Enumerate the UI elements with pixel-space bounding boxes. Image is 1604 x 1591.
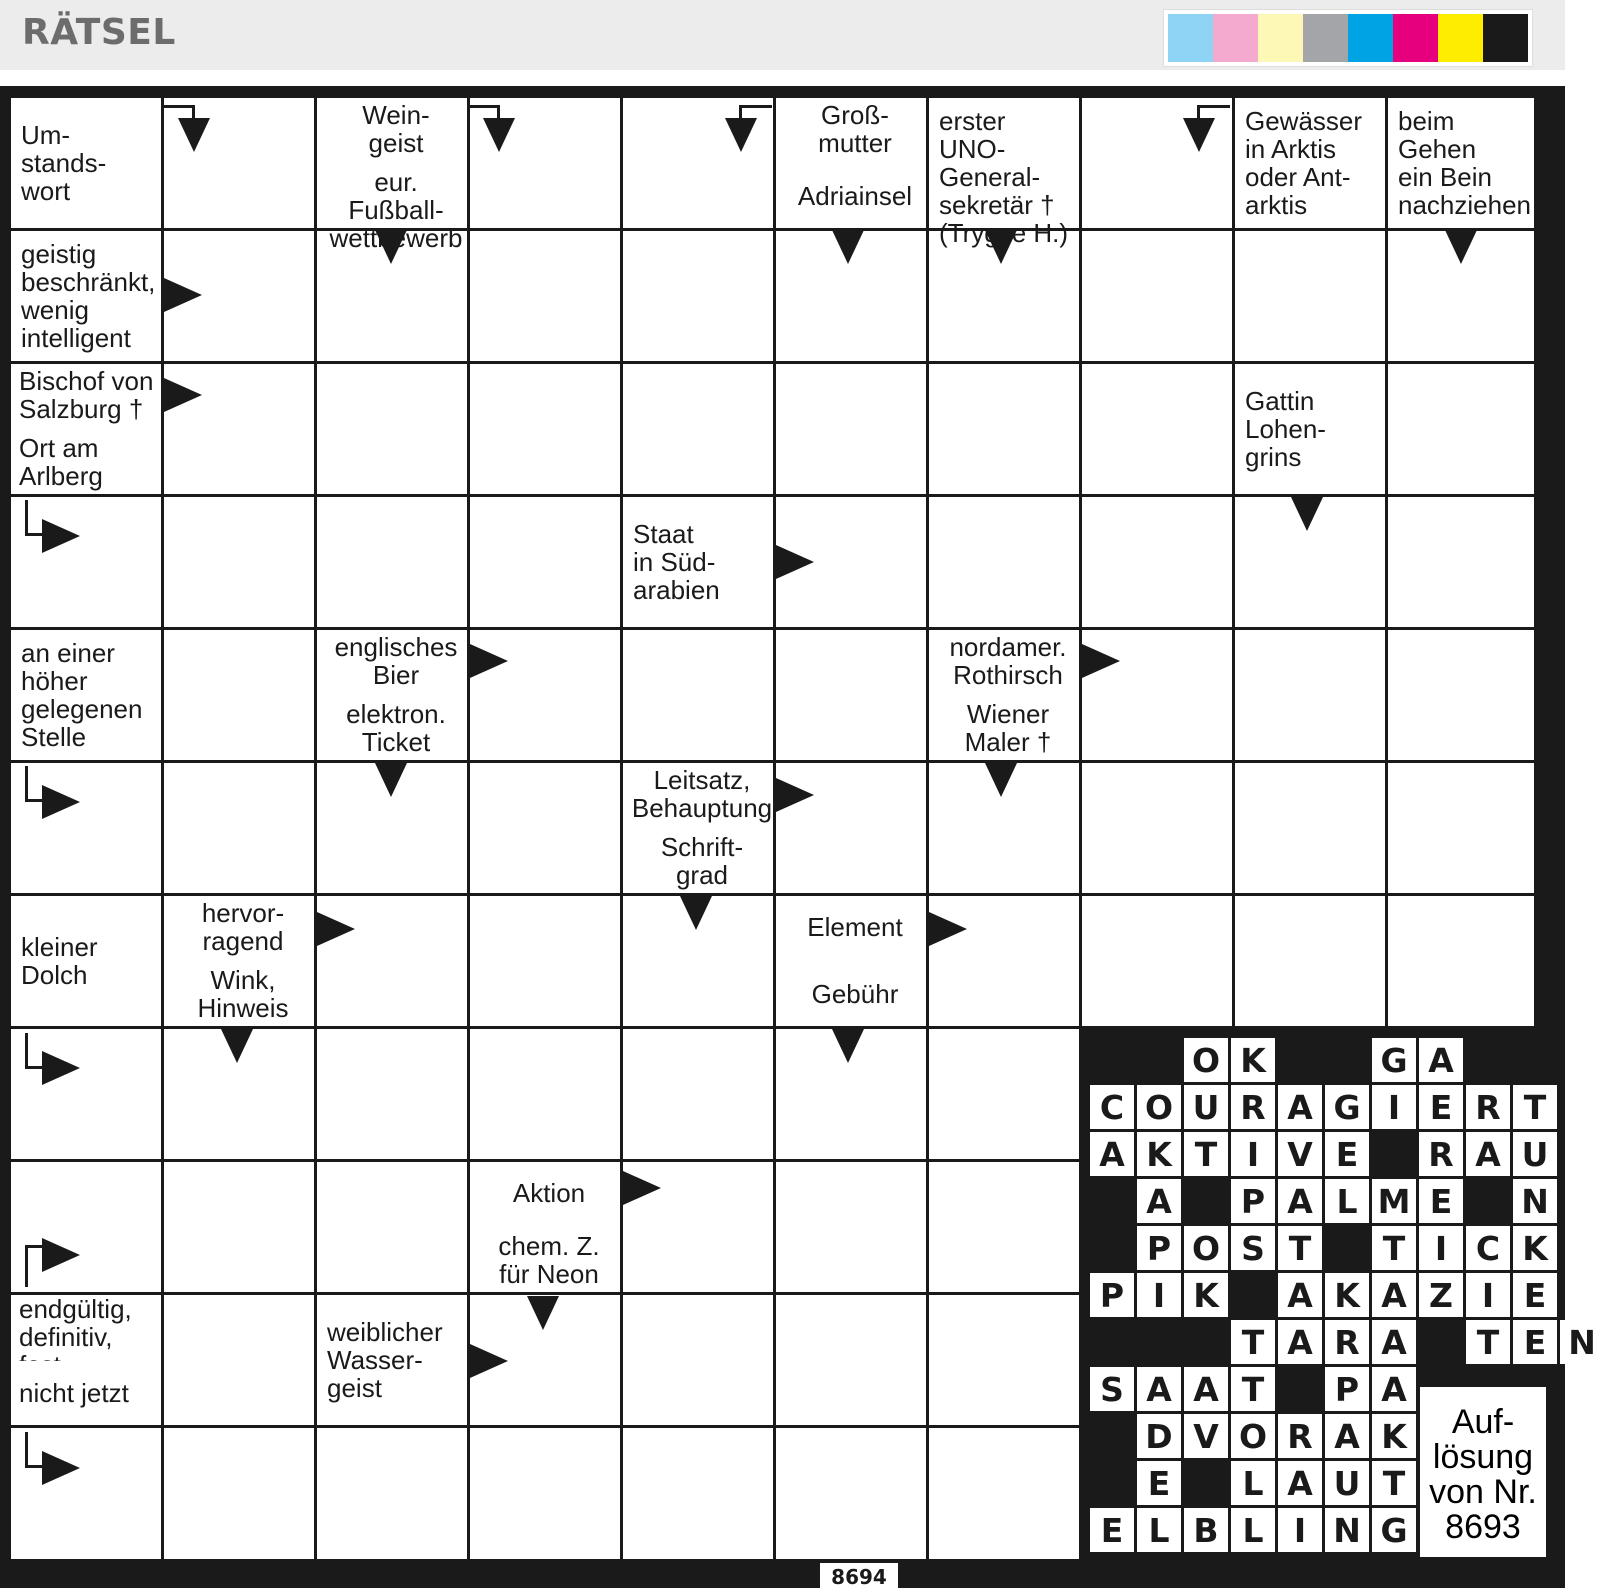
- grid-cell[interactable]: [1082, 231, 1232, 361]
- grid-cell[interactable]: [623, 1029, 773, 1159]
- arrow-tail: [1200, 105, 1230, 108]
- solution-letter: A: [1278, 1320, 1322, 1364]
- clue-text: Um- stands- wort: [11, 98, 161, 228]
- solution-letter: I: [1466, 1273, 1510, 1317]
- grid-cell[interactable]: [11, 1428, 161, 1559]
- arrow-tail: [25, 1245, 28, 1287]
- clue-text: Wein- geist: [317, 98, 467, 161]
- solution-letter: K: [1184, 1273, 1228, 1317]
- solution-letter: T: [1513, 1085, 1557, 1129]
- solution-letter: A: [1137, 1367, 1181, 1411]
- clue-text: Groß- mutter: [776, 98, 926, 161]
- solution-letter: L: [1231, 1508, 1275, 1552]
- down-arrow-icon: [527, 1296, 559, 1330]
- grid-cell[interactable]: [1235, 630, 1385, 760]
- puzzle-number: 8694: [820, 1563, 898, 1588]
- clue-text: beim Gehen ein Bein nachziehen: [1388, 98, 1534, 228]
- clue-text: Aktion: [470, 1162, 620, 1225]
- grid-cell[interactable]: [11, 497, 161, 627]
- solution-letter: R: [1325, 1320, 1369, 1364]
- solution-letter: A: [1278, 1179, 1322, 1223]
- right-arrow-icon: [42, 1051, 80, 1085]
- clue-text: Schrift- grad: [623, 829, 773, 893]
- solution-letter: A: [1278, 1273, 1322, 1317]
- clue-text: Ort am Arlberg: [11, 430, 161, 494]
- solution-letter: O: [1184, 1226, 1228, 1270]
- solution-letter: A: [1419, 1038, 1463, 1082]
- solution-letter: A: [1466, 1132, 1510, 1176]
- right-arrow-icon: [164, 278, 202, 312]
- solution-letter: I: [1372, 1085, 1416, 1129]
- down-arrow-icon: [1445, 230, 1477, 264]
- solution-letter: A: [1278, 1085, 1322, 1129]
- solution-letter: E: [1325, 1132, 1369, 1176]
- clue-text: Wink, Hinweis: [164, 962, 314, 1026]
- solution-letter: L: [1137, 1508, 1181, 1552]
- grid-cell[interactable]: [1082, 763, 1232, 893]
- solution-letter: E: [1419, 1085, 1463, 1129]
- solution-letter: A: [1278, 1461, 1322, 1505]
- solution-letter: Z: [1419, 1273, 1463, 1317]
- solution-letter: N: [1513, 1179, 1557, 1223]
- solution-letter: T: [1466, 1320, 1510, 1364]
- solution-letter: T: [1231, 1367, 1275, 1411]
- solution-letter: U: [1184, 1085, 1228, 1129]
- clue-text: Wiener Maler †: [929, 696, 1079, 760]
- grid-cell[interactable]: [929, 1162, 1079, 1292]
- grid-cell[interactable]: [317, 1428, 467, 1559]
- down-arrow-icon: [985, 763, 1017, 797]
- solution-letter: A: [1090, 1132, 1134, 1176]
- color-swatch: [1483, 14, 1528, 62]
- grid-cell[interactable]: [623, 231, 773, 361]
- clue-text: eur. Fußball- wettbewerb: [317, 164, 467, 228]
- arrow-tail: [25, 799, 43, 802]
- grid-cell[interactable]: [1082, 896, 1232, 1026]
- down-arrow-icon: [1291, 497, 1323, 531]
- arrow-tail: [1197, 105, 1200, 125]
- solution-letter: D: [1137, 1414, 1181, 1458]
- solution-letter: K: [1372, 1414, 1416, 1458]
- clue-text: geistig beschränkt, wenig intelligent: [11, 231, 161, 361]
- down-arrow-icon: [985, 230, 1017, 264]
- solution-letter: L: [1231, 1461, 1275, 1505]
- solution-letter: G: [1372, 1038, 1416, 1082]
- down-arrow-icon: [375, 763, 407, 797]
- right-arrow-icon: [929, 912, 967, 946]
- grid-cell[interactable]: [470, 1428, 620, 1559]
- down-arrow-icon: [832, 230, 864, 264]
- clue-text: erster UNO- General- sekretär † (Trygve H.): [929, 98, 1079, 228]
- grid-cell[interactable]: [623, 630, 773, 760]
- right-arrow-icon: [42, 1451, 80, 1485]
- right-arrow-icon: [42, 785, 80, 819]
- grid-cell[interactable]: [1388, 497, 1534, 627]
- grid-cell[interactable]: [929, 364, 1079, 494]
- solution-letter: R: [1419, 1132, 1463, 1176]
- grid-cell[interactable]: [470, 896, 620, 1026]
- solution-letter: R: [1466, 1085, 1510, 1129]
- down-arrow-icon: [832, 1029, 864, 1063]
- down-arrow-icon: [680, 896, 712, 930]
- solution-letter: K: [1137, 1132, 1181, 1176]
- solution-letter: T: [1372, 1461, 1416, 1505]
- solution-letter: P: [1325, 1367, 1369, 1411]
- solution-letter: C: [1466, 1226, 1510, 1270]
- crossword-grid: [0, 86, 1596, 1588]
- arrow-tail: [497, 105, 500, 125]
- clue-text: chem. Z. für Neon: [470, 1228, 620, 1292]
- clue-text: kleiner Dolch: [11, 896, 161, 1026]
- clue-text: englisches Bier: [317, 630, 467, 693]
- solution-letter: V: [1278, 1132, 1322, 1176]
- solution-letter: O: [1137, 1085, 1181, 1129]
- solution-letter: S: [1090, 1367, 1134, 1411]
- solution-letter: U: [1513, 1132, 1557, 1176]
- solution-letter: E: [1513, 1273, 1557, 1317]
- clue-text: an einer höher gelegenen Stelle: [11, 630, 161, 760]
- right-arrow-icon: [42, 1238, 80, 1272]
- grid-cell[interactable]: [623, 364, 773, 494]
- color-swatch: [1348, 14, 1393, 62]
- down-arrow-icon: [375, 230, 407, 264]
- down-arrow-icon: [221, 1029, 253, 1063]
- solution-letter: T: [1278, 1226, 1322, 1270]
- grid-cell[interactable]: [11, 1029, 161, 1159]
- grid-cell[interactable]: [164, 1162, 314, 1292]
- solution-letter: G: [1372, 1508, 1416, 1552]
- clue-text: hervor- ragend: [164, 896, 314, 959]
- arrow-tail: [25, 1432, 28, 1468]
- grid-cell[interactable]: [776, 1295, 926, 1425]
- arrow-tail: [25, 500, 28, 536]
- solution-letter: N: [1560, 1320, 1604, 1364]
- right-arrow-icon: [470, 644, 508, 678]
- grid-cell[interactable]: [1388, 896, 1534, 1026]
- color-swatch: [1258, 14, 1303, 62]
- header-bar: [0, 0, 1565, 70]
- solution-letter: I: [1137, 1273, 1181, 1317]
- solution-letter: A: [1325, 1414, 1369, 1458]
- grid-cell[interactable]: [1388, 763, 1534, 893]
- solution-letter: O: [1231, 1414, 1275, 1458]
- grid-cell[interactable]: [929, 497, 1079, 627]
- grid-cell[interactable]: [470, 763, 620, 893]
- arrow-tail: [25, 766, 28, 802]
- arrow-tail: [25, 1033, 28, 1069]
- solution-letter: K: [1325, 1273, 1369, 1317]
- solution-letter: T: [1372, 1226, 1416, 1270]
- grid-cell[interactable]: [317, 364, 467, 494]
- arrow-tail: [164, 105, 194, 108]
- clue-text: Gebühr: [776, 962, 926, 1026]
- solution-letter: A: [1372, 1367, 1416, 1411]
- solution-letter: N: [1325, 1508, 1369, 1552]
- clue-text: weiblicher Wasser- geist: [317, 1295, 467, 1425]
- solution-letter: C: [1090, 1085, 1134, 1129]
- grid-cell[interactable]: [1235, 231, 1385, 361]
- solution-letter: K: [1231, 1038, 1275, 1082]
- right-arrow-icon: [623, 1171, 661, 1205]
- grid-cell[interactable]: [164, 497, 314, 627]
- solution-letter: I: [1419, 1226, 1463, 1270]
- clue-text: Gattin Lohen- grins: [1235, 364, 1385, 494]
- solution-letter: I: [1231, 1132, 1275, 1176]
- grid-cell[interactable]: [470, 364, 620, 494]
- solution-letter: E: [1137, 1461, 1181, 1505]
- solution-letter: O: [1184, 1038, 1228, 1082]
- clue-text: nordamer. Rothirsch: [929, 630, 1079, 693]
- grid-cell[interactable]: [776, 1428, 926, 1559]
- solution-letter: B: [1184, 1508, 1228, 1552]
- clue-text: elektron. Ticket: [317, 696, 467, 760]
- arrow-tail: [739, 105, 742, 125]
- clue-text: Bischof von Salzburg †: [11, 364, 161, 427]
- solution-letter: E: [1090, 1508, 1134, 1552]
- grid-cell[interactable]: [1388, 630, 1534, 760]
- solution-letter: T: [1184, 1132, 1228, 1176]
- right-arrow-icon: [317, 912, 355, 946]
- solution-letter: P: [1231, 1179, 1275, 1223]
- clue-text: Leitsatz, Behauptung: [623, 763, 773, 826]
- color-swatch: [1303, 14, 1348, 62]
- arrow-tail: [25, 1465, 43, 1468]
- arrow-tail: [470, 105, 500, 108]
- grid-cell[interactable]: [11, 1162, 161, 1292]
- solution-letter: A: [1184, 1367, 1228, 1411]
- grid-cell[interactable]: [1235, 763, 1385, 893]
- page-title: RÄTSEL: [22, 12, 176, 53]
- right-arrow-icon: [164, 378, 202, 412]
- color-swatch: [1393, 14, 1438, 62]
- grid-cell[interactable]: [317, 497, 467, 627]
- solution-letter: L: [1325, 1179, 1369, 1223]
- grid-cell[interactable]: [317, 1162, 467, 1292]
- grid-cell[interactable]: [470, 1029, 620, 1159]
- arrow-tail: [192, 105, 195, 125]
- clue-text: nicht jetzt: [11, 1361, 161, 1425]
- right-arrow-icon: [470, 1344, 508, 1378]
- solution-letter: A: [1137, 1179, 1181, 1223]
- solution-letter: T: [1231, 1320, 1275, 1364]
- solution-letter: K: [1513, 1226, 1557, 1270]
- color-swatch: [1168, 14, 1213, 62]
- grid-cell[interactable]: [164, 1295, 314, 1425]
- right-arrow-icon: [776, 778, 814, 812]
- right-arrow-icon: [1082, 644, 1120, 678]
- solution-letter: E: [1513, 1320, 1557, 1364]
- grid-cell[interactable]: [929, 1295, 1079, 1425]
- clue-text: endgültig, definitiv,: [11, 1295, 161, 1358]
- solution-letter: R: [1231, 1085, 1275, 1129]
- clue-text: Adriainsel: [776, 164, 926, 228]
- solution-letter: V: [1184, 1414, 1228, 1458]
- clue-text: Gewässer in Arktis oder Ant- arktis: [1235, 98, 1385, 228]
- solution-note: Auf- lösung von Nr. 8693: [1420, 1387, 1546, 1557]
- arrow-tail: [25, 1245, 43, 1248]
- grid-cell[interactable]: [1388, 364, 1534, 494]
- print-color-bar: [1164, 10, 1532, 66]
- solution-letter: I: [1278, 1508, 1322, 1552]
- solution-letter: P: [1090, 1273, 1134, 1317]
- grid-cell[interactable]: [623, 1295, 773, 1425]
- arrow-tail: [25, 533, 43, 536]
- grid-cell[interactable]: [11, 763, 161, 893]
- solution-letter: R: [1278, 1414, 1322, 1458]
- solution-letter: A: [1372, 1320, 1416, 1364]
- solution-letter: M: [1372, 1179, 1416, 1223]
- grid-cell[interactable]: [470, 231, 620, 361]
- solution-letter: S: [1231, 1226, 1275, 1270]
- grid-cell[interactable]: [317, 1029, 467, 1159]
- grid-cell[interactable]: [1235, 896, 1385, 1026]
- color-swatch: [1213, 14, 1258, 62]
- solution-letter: G: [1325, 1085, 1369, 1129]
- grid-cell[interactable]: [1082, 497, 1232, 627]
- color-swatch: [1438, 14, 1483, 62]
- grid-cell[interactable]: [929, 1428, 1079, 1559]
- clue-text: Staat in Süd- arabien: [623, 497, 773, 627]
- right-arrow-icon: [776, 545, 814, 579]
- grid-cell[interactable]: [929, 1029, 1079, 1159]
- grid-cell[interactable]: [776, 630, 926, 760]
- grid-cell[interactable]: [164, 763, 314, 893]
- solution-letter: P: [1137, 1226, 1181, 1270]
- grid-cell[interactable]: [164, 630, 314, 760]
- grid-cell[interactable]: [164, 1428, 314, 1559]
- grid-cell[interactable]: [623, 1428, 773, 1559]
- grid-cell[interactable]: [470, 497, 620, 627]
- arrow-tail: [25, 1066, 43, 1069]
- grid-cell[interactable]: [776, 1162, 926, 1292]
- solution-letter: E: [1419, 1179, 1463, 1223]
- grid-cell[interactable]: [1082, 364, 1232, 494]
- arrow-tail: [742, 105, 772, 108]
- solution-letter: A: [1372, 1273, 1416, 1317]
- clue-text: Element: [776, 896, 926, 959]
- grid-cell[interactable]: [776, 364, 926, 494]
- right-arrow-icon: [42, 519, 80, 553]
- solution-letter: U: [1325, 1461, 1369, 1505]
